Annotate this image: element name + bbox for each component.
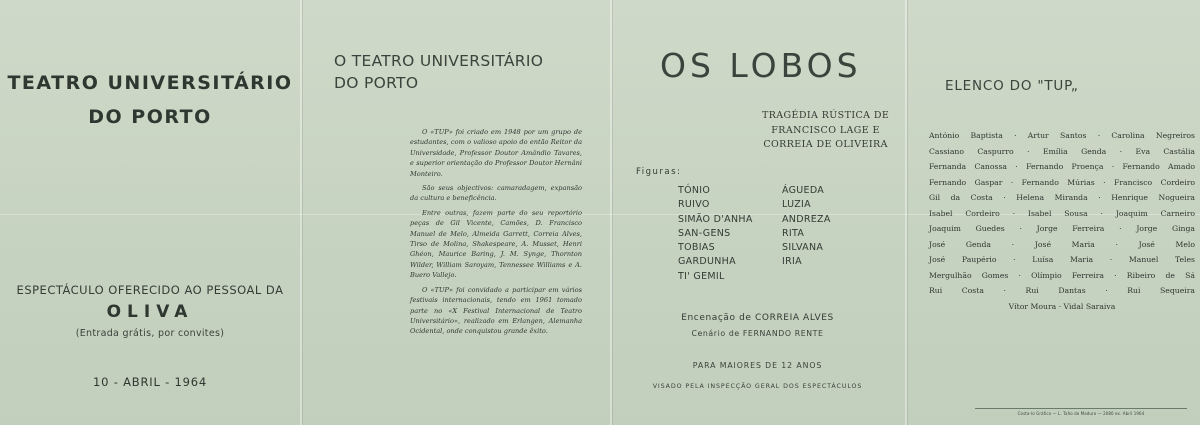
cover-title-line1: TEATRO UNIVERSITÁRIO [7,72,293,94]
cast-title: ELENCO DO "TUP„ [945,78,1079,94]
characters-right-list [782,184,831,270]
cast-panel [905,0,1200,425]
character-name: RITA [782,227,805,239]
about-title [334,50,543,94]
about-body [410,127,582,341]
play-subtitle-line1: TRAGÉDIA RÚSTICA DE [762,110,890,121]
play-panel [610,0,905,425]
about-title-line1: O TEATRO UNIVERSITÁRIO [334,52,544,70]
play-title: OS LOBOS [660,46,862,85]
characters-left-list [678,184,753,284]
about-paragraph: O «TUP» foi convidado a participar em vários festivais internacionais, tendo em 1961 tomado parte no «X Festival Internacional de Teatro Universitário», realizado em Erlangen, Alemanha Ocidental, onde conquistou grande êxito. [410,285,582,336]
play-subtitle-line3: CORREIA DE OLIVEIRA [763,139,888,150]
character-name: SIMÃO D'ANHA [678,213,753,225]
cast-list [929,128,1195,314]
character-name: RUIVO [678,199,710,211]
cast-line: Gil da Costa · Helena Miranda · Henrique Nogueira [929,193,1195,202]
character-name: ÁGUEDA [782,185,825,196]
cast-line: Joaquim Guedes · Jorge Ferreira · Jorge Ginga [929,224,1195,233]
approval-note: VISADO PELA INSPECÇÃO GERAL DOS ESPECTÁCULOS [652,383,863,390]
character-name: ANDREZA [782,213,831,225]
cover-title-line2: DO PORTO [88,106,212,128]
offer-text: ESPECTÁCULO OFERECIDO AO PESSOAL DA [16,283,284,297]
printer-note: Costa-lo Gráfico — L. Taño do Maduro — 2080 ex. Abril 1964 [975,408,1187,416]
cast-line: Fernando Gaspar · Fernando Múrias · Francisco Cordeiro [929,177,1195,187]
play-subtitle [762,109,889,153]
about-paragraph: O «TUP» foi criado em 1948 por um grupo de estudantes, com o valioso apoio do então Reitor da Universidade, Professor Doutor Amândio Tavares, e superior orientação do Professor Doutor Hernâni Monteiro. [410,128,582,178]
cast-line: José Genda · José Maria · José Melo [929,239,1195,249]
event-date: 10 - ABRIL - 1964 [93,375,207,389]
character-name: TÓNIO [678,185,711,196]
character-name: TI' GEMIL [678,270,725,282]
cast-line: Fernanda Canossa · Fernando Proença · Fernando Amado [929,162,1195,171]
cast-line: Vítor Moura · Vidal Saraiva [1008,301,1116,311]
character-name: SAN-GENS [678,227,731,239]
cast-line: Isabel Cordeiro · Isabel Sousa · Joaquim Carneiro [929,208,1195,218]
about-panel [300,0,610,425]
cast-line: José Paupério · Luísa Maria · Manuel Teles [929,255,1195,264]
about-paragraph: Entre outras, fazem parte do seu reportório peças de Gil Vicente, Camões, D. Francisco Manuel de Melo, Almeida Garrett, Correia Alves, Tirso de Molina, Shakespeare, A. Musset, Henri Ghéon, Maurice Baring, J. M. Synge, Thornton Wilder, William Saroyam, Tennessee Williams e A. Buero Vallejo. [410,208,582,280]
cast-line: António Baptista · Artur Santos · Carolina Negreiros [929,131,1195,140]
character-name: GARDUNHA [678,256,736,268]
entry-note: (Entrada grátis, por convites) [75,328,225,339]
about-paragraph: São seus objectivos: camaradagem, expansão da cultura e beneficência. [410,184,582,203]
cast-line: Rui Costa · Rui Dantas · Rui Sequeira [929,286,1195,295]
play-subtitle-line2: FRANCISCO LAGE E [771,124,880,136]
character-name: LUZIA [782,199,811,211]
cover-panel [0,0,300,425]
character-name: TOBIAS [678,242,715,254]
figuras-label: Figuras: [636,167,682,177]
character-name: IRIA [782,256,802,268]
staging-credit: Encenação de CORREIA ALVES [681,313,834,323]
age-rating: PARA MAIORES DE 12 ANOS [692,361,823,370]
cast-line: Mergulhão Gomes · Olímpio Ferreira · Ribeiro de Sá [929,270,1195,280]
cast-line: Cassiano Caspurro · Emília Genda · Eva Castália [929,146,1195,156]
about-title-line2: DO PORTO [334,74,419,92]
set-design-credit: Cenário de FERNANDO RENTE [691,329,824,338]
cover-title [0,66,300,134]
character-name: SILVANA [782,242,824,254]
company-name: OLIVA [106,302,194,322]
